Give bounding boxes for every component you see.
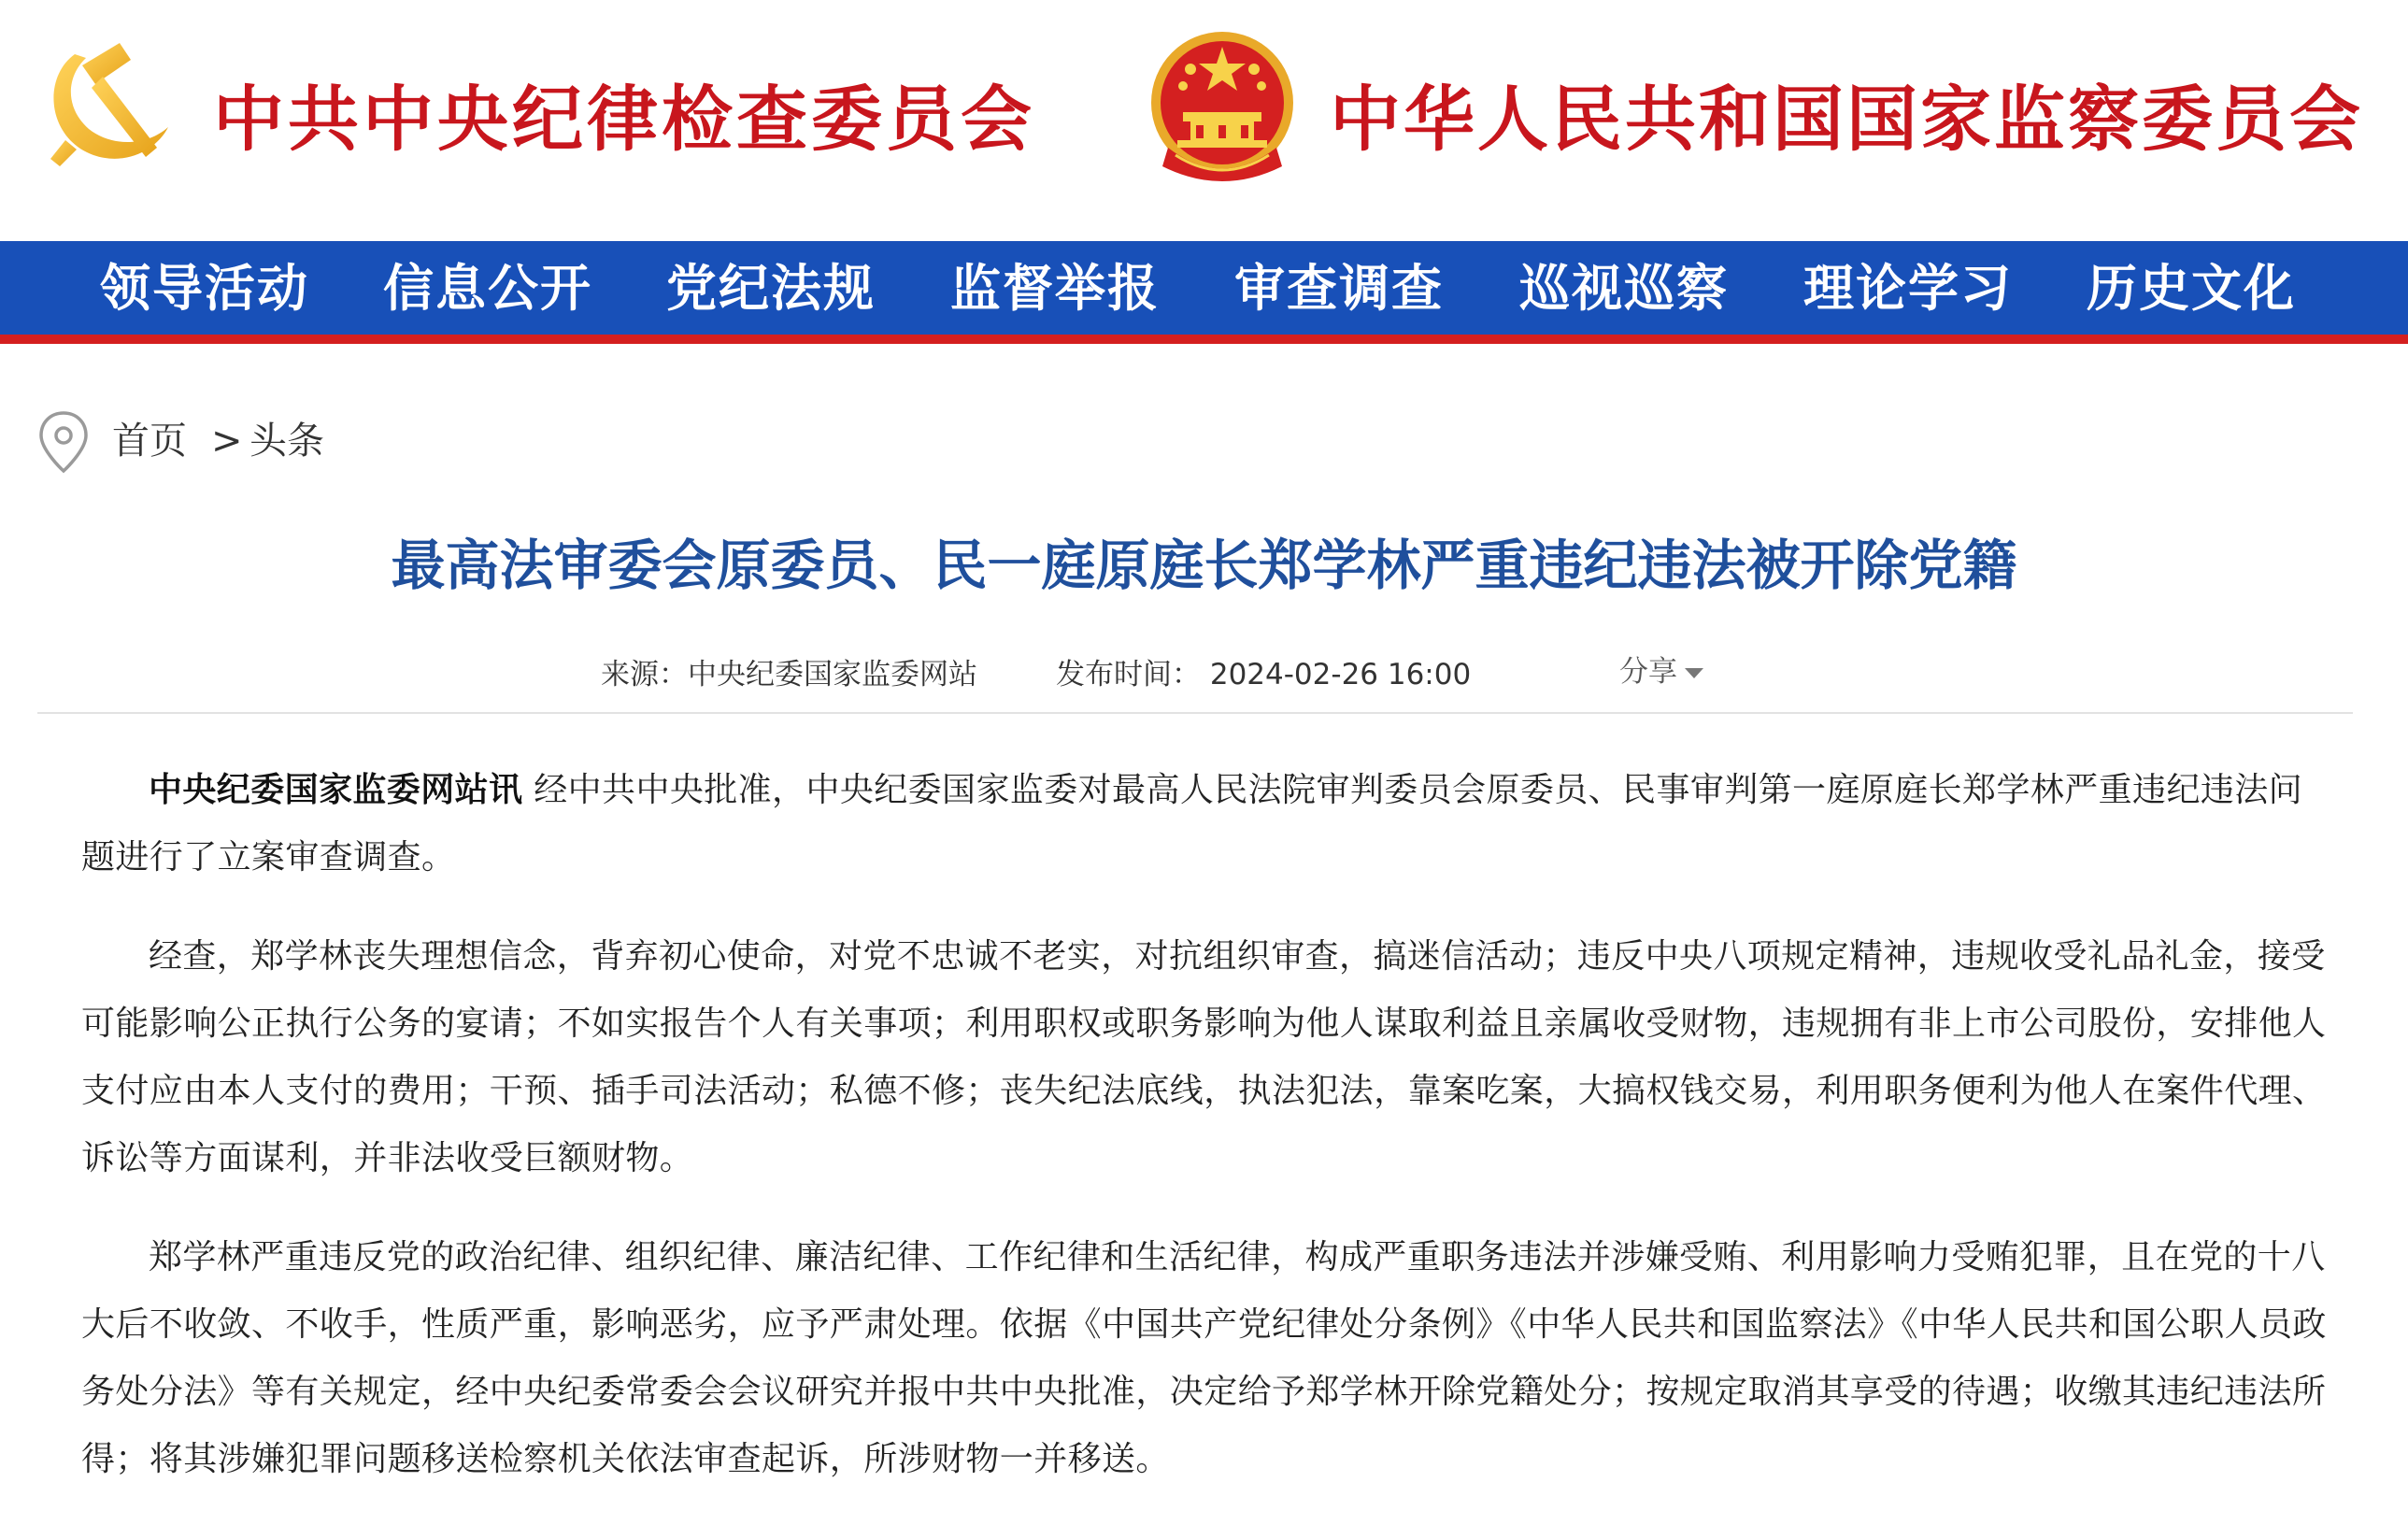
chevron-down-icon: [1685, 668, 1703, 678]
share-label: 分享: [1619, 655, 1677, 689]
main-nav: [0, 241, 2408, 344]
party-emblem-icon: [37, 36, 178, 176]
article-paragraph: 经查，郑学林丧失理想信念，背弃初心使命，对党不忠诚不老实，对抗组织审查，搞迷信活动；违反中央八项规定精神，违规收受礼品礼金，接受可能影响公正执行公务的宴请；不如实报告个人有关事项；利用职权或职务影响为他人谋取利益且亲属收受财物，违规拥有非上市公司股份，安排他人支付应由本人支付的费用；干预、插手司法活动；私德不修；丧失纪法底线，执法犯法，靠案吃案，大搞权钱交易，利用职务便利为他人在案件代理、诉讼等方面谋利，并非法收受巨额财物。: [81, 937, 2327, 1177]
nav-item-theory-study[interactable]: 理论学习: [1803, 258, 2013, 318]
nav-item-regulations[interactable]: 党纪法规: [666, 258, 876, 318]
breadcrumb-home[interactable]: 首页: [112, 420, 187, 463]
nav-item-history-culture[interactable]: 历史文化: [2087, 258, 2296, 318]
article-paragraph: 郑学林严重违反党的政治纪律、组织纪律、廉洁纪律、工作纪律和生活纪律，构成严重职务违法并涉嫌受贿、利用影响力受贿犯罪，且在党的十八大后不收敛、不收手，性质严重，影响恶劣，应予严肃处理。依据《中国共产党纪律处分条例》《中华人民共和国监察法》《中华人民共和国公职人员政务处分法》等有关规定，经中央纪委常委会会议研究并报中共中央批准，决定给予郑学林开除党籍处分；按规定取消其享受的待遇；收缴其违纪违法所得；将其涉嫌犯罪问题移送检察机关依法审查起诉，所涉财物一并移送。: [81, 1238, 2327, 1478]
nav-item-inspection[interactable]: 巡视巡察: [1519, 258, 1729, 318]
nav-item-info-disclosure[interactable]: 信息公开: [383, 258, 592, 318]
article-publish-time: 发布时间： 2024-02-26 16:00: [1056, 658, 1472, 691]
location-pin-icon: [37, 409, 90, 475]
article-title: 最高法审委会原委员、民一庭原庭长郑学林严重违纪违法被开除党籍: [391, 534, 2017, 597]
article-paragraph: [81, 757, 2333, 891]
paragraph-text: 经中共中央批准，中央纪委国家监委对最高人民法院审判委员会原委员、民事审判第一庭原庭长郑学林严重违纪违法问题进行了立案审查调查。: [81, 771, 2303, 877]
article-body: [81, 757, 2333, 1525]
breadcrumb-separator: >: [211, 420, 243, 463]
nav-item-leadership[interactable]: 领导活动: [100, 258, 309, 318]
nav-item-investigation[interactable]: 审查调查: [1234, 258, 1444, 318]
share-button[interactable]: [1619, 648, 1703, 695]
site-header: [0, 0, 2408, 241]
article-source: 来源：中央纪委国家监委网站: [601, 658, 977, 691]
divider: [37, 712, 2353, 714]
ccdi-title[interactable]: 中共中央纪律检查委员会: [213, 78, 1035, 161]
nav-item-supervision-report[interactable]: 监督举报: [950, 258, 1160, 318]
nsc-title[interactable]: 中华人民共和国国家监察委员会: [1330, 78, 2363, 161]
national-emblem-icon: [1147, 26, 1297, 190]
article-lead: 中央纪委国家监委网站讯: [149, 771, 523, 809]
breadcrumb-current[interactable]: 头条: [249, 420, 324, 463]
